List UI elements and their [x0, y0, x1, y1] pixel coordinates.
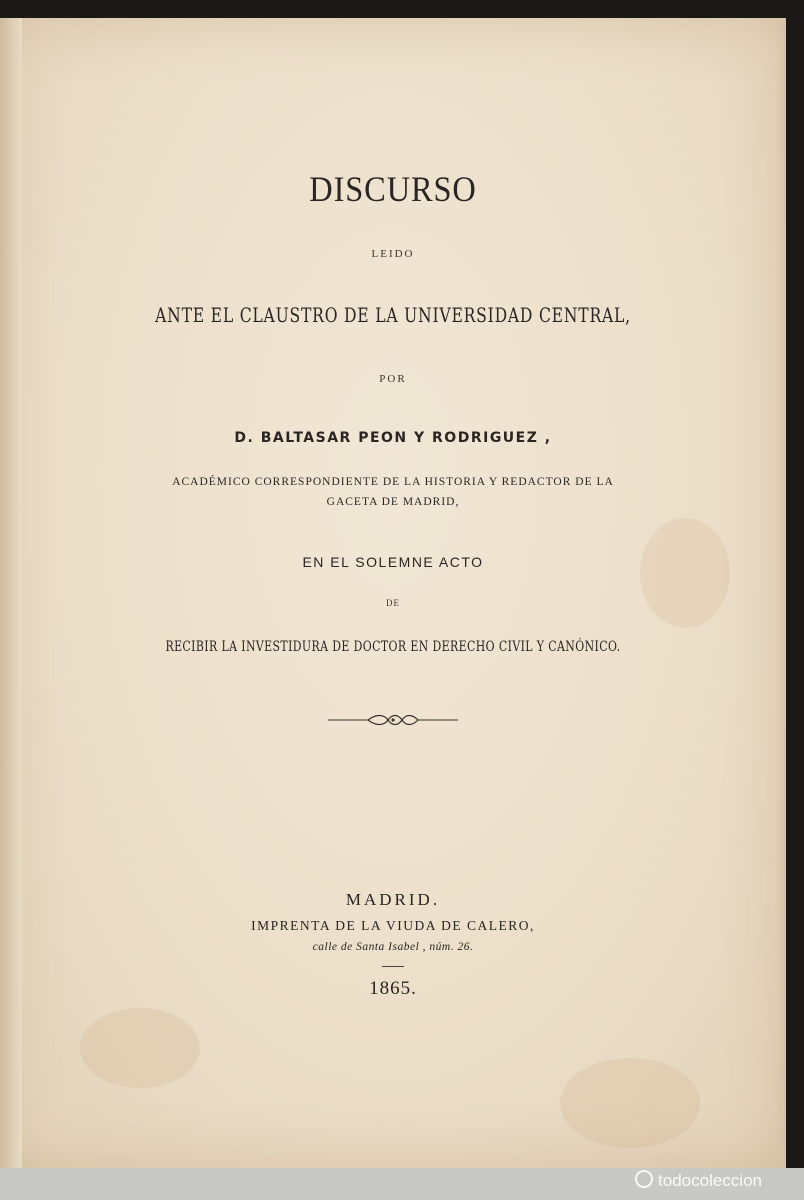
credentials-line-2: GACETA DE MADRID,: [326, 496, 460, 508]
watermark-text: todocoleccion: [658, 1171, 762, 1190]
credentials-line-1: ACADÉMICO CORRESPONDIENTE DE LA HISTORIA Y REDACTOR DE LA: [172, 476, 614, 488]
leido-text: LEIDO: [371, 248, 415, 260]
title-page: [0, 18, 786, 1168]
imprint-address: calle de Santa Isabel , núm. 26.: [312, 941, 474, 953]
paper-stain: [560, 1058, 700, 1148]
publication-year: 1865.: [369, 978, 417, 999]
de-text: DE: [386, 598, 400, 608]
imprint-city: MADRID.: [345, 890, 441, 909]
watermark: [635, 1170, 762, 1191]
paper-stain: [80, 1008, 200, 1088]
ornament-divider-icon: [328, 712, 458, 728]
imprint-printer: IMPRENTA DE LA VIUDA DE CALERO,: [251, 918, 535, 933]
paper-stain: [640, 518, 730, 628]
por-text: POR: [379, 373, 407, 385]
book-title: DISCURSO: [309, 169, 477, 209]
circle-logo-icon: [635, 1170, 653, 1188]
purpose-text: RECIBIR LA INVESTIDURA DE DOCTOR EN DERECHO CIVIL Y CANÓNICO.: [165, 639, 621, 655]
author-name: D. BALTASAR PEON Y RODRIGUEZ ,: [234, 430, 552, 446]
occasion-text: EN EL SOLEMNE ACTO: [302, 554, 484, 570]
short-rule: [382, 966, 404, 967]
venue-text: ANTE EL CLAUSTRO DE LA UNIVERSIDAD CENTRAL,: [155, 303, 631, 327]
